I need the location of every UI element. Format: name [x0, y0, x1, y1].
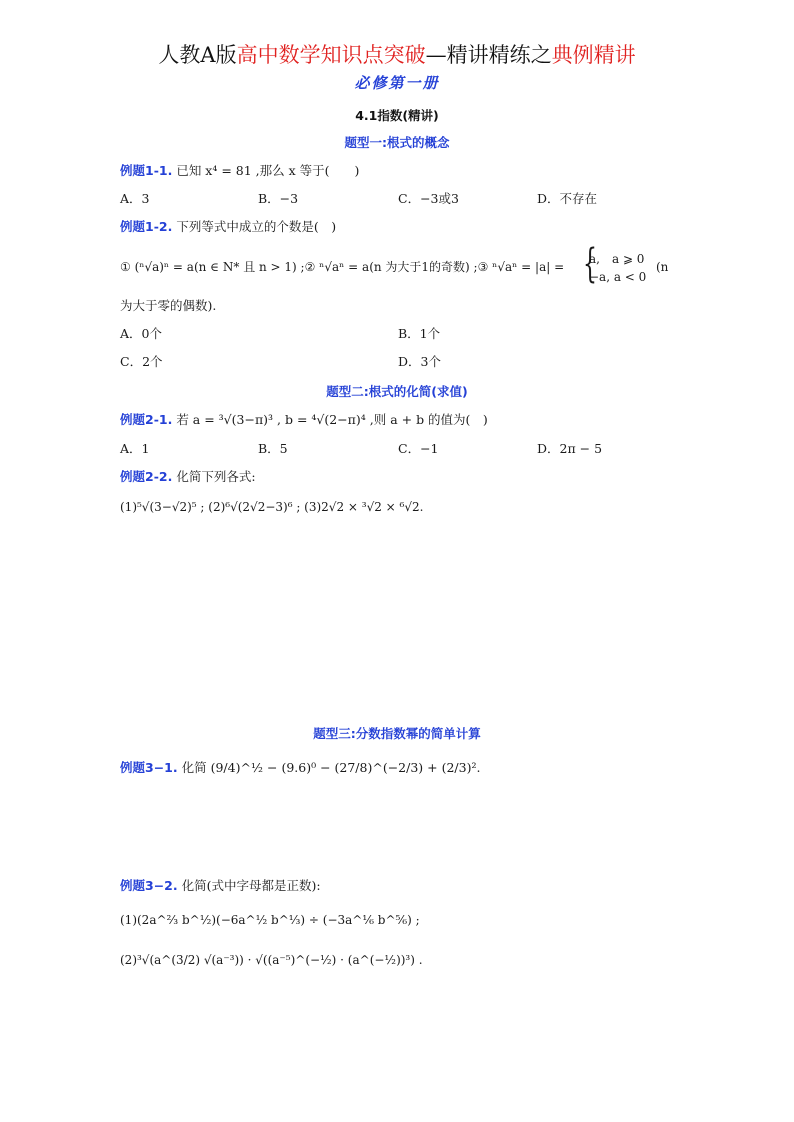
header-dash: —精讲精练之 — [425, 43, 552, 67]
option-c: C．−3或3 — [398, 191, 459, 206]
example-question: 化简 (9/4)^½ − (9.6)⁰ − (27/8)^(−2/3) + (2/3)². — [181, 760, 481, 775]
example-3-2-expression-2: (2)³√(a^(3/2) √(a⁻³)) · √((a⁻⁵)^(−½) · (a^(−½))³) . — [120, 953, 423, 967]
example-3-1 — [120, 759, 480, 777]
example-question: 下列等式中成立的个数是( ) — [176, 219, 337, 234]
example-1-2 — [120, 218, 336, 236]
example-1-2-statement: ① (ⁿ√a)ⁿ = a(n ∈ N* 且 n > 1) ;② ⁿ√aⁿ = a(n 为大于1的奇数) ;③ ⁿ√aⁿ = |a| = — [120, 260, 565, 274]
example-3-2-expression-1: (1)(2a^⅔ b^½)(−6a^½ b^⅓) ÷ (−3a^⅙ b^⅚) ; — [120, 913, 420, 927]
example-3-2 — [120, 877, 321, 895]
option-b: B．5 — [258, 441, 288, 456]
option-c: C．−1 — [398, 441, 439, 456]
option-b: B．−3 — [258, 191, 299, 206]
section-2-title: 题型二:根式的化简(求值) — [326, 384, 468, 399]
example-2-2-expression: (1)⁵√(3−√2)⁵ ; (2)⁶√(2√2−3)⁶ ; (3)2√2 × ³√2 × ⁶√2. — [120, 500, 424, 514]
option-a: A．1 — [120, 441, 150, 456]
example-1-2-statement-2: 为大于零的偶数). — [120, 298, 217, 313]
header-red-title: 高中数学知识点突破 — [236, 43, 426, 67]
example-1-1 — [120, 162, 359, 180]
option-d: D．2π − 5 — [537, 441, 603, 456]
subtitle: 必修第一册 — [354, 74, 440, 92]
example-label: 例题1-1. — [120, 163, 173, 178]
example-label: 例题2-1. — [120, 412, 173, 427]
example-label: 例题3−1. — [120, 760, 178, 775]
header-prefix: 人教A版 — [158, 43, 237, 67]
example-question: 化简(式中字母都是正数): — [181, 878, 321, 893]
example-2-2 — [120, 468, 256, 486]
chapter-title: 4.1指数(精讲) — [355, 108, 439, 123]
case-2: −a, a < 0 — [589, 270, 647, 284]
option-a: A．3 — [120, 191, 150, 206]
option-b: B．1个 — [398, 326, 441, 341]
example-label: 例题1-2. — [120, 219, 173, 234]
option-d: D．3个 — [398, 354, 441, 369]
statement-tail: (n — [656, 260, 669, 274]
example-2-1 — [120, 411, 488, 429]
example-question: 若 a = ³√(3−π)³ , b = ⁴√(2−π)⁴ ,则 a + b 的值为( ) — [176, 412, 488, 427]
case-1: a, a ⩾ 0 — [589, 252, 645, 266]
document-header — [0, 40, 794, 70]
header-red-suffix: 典例精讲 — [551, 43, 636, 67]
example-question: 已知 x⁴ = 81 ,那么 x 等于( ) — [176, 163, 360, 178]
case-block — [589, 250, 646, 286]
example-question: 化简下列各式: — [176, 469, 256, 484]
section-1-title: 题型一:根式的概念 — [344, 135, 450, 150]
case-brace: { — [583, 241, 597, 287]
option-d: D．不存在 — [537, 191, 598, 206]
option-c: C．2个 — [120, 354, 163, 369]
section-3-title: 题型三:分数指数幂的简单计算 — [313, 726, 481, 741]
example-label: 例题3−2. — [120, 878, 178, 893]
option-a: A．0个 — [120, 326, 162, 341]
example-label: 例题2-2. — [120, 469, 173, 484]
